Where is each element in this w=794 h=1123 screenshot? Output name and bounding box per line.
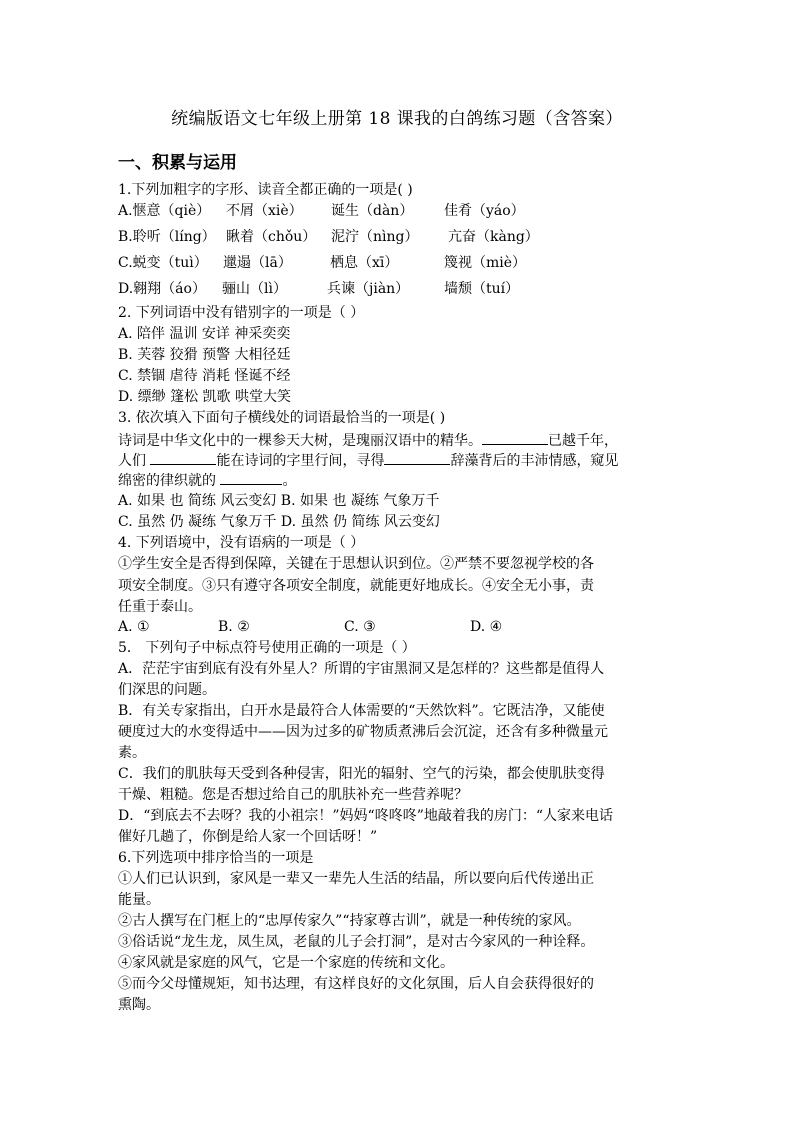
q1-option-d-word-1: D.翱翔（áo）: [118, 281, 206, 297]
q3-passage-text: 绵密的律织就的: [118, 473, 221, 489]
q1-option-c-word-4: 篾视（miè）: [444, 255, 527, 271]
q4-option-b: B. ②: [218, 619, 250, 635]
q1-option-a-word-3: 诞生（dàn）: [331, 203, 414, 219]
q1-option-b-word-2: 瞅着（chǒu）: [226, 229, 317, 245]
q3-options-row-2: C. 虽然 仍 凝练 气象万千 D. 虽然 仍 简练 风云变幻: [118, 514, 440, 530]
q4-option-c: C. ③: [344, 619, 376, 635]
blank-line: [150, 449, 216, 465]
q5-option-a-line-2: 们深思的问题。: [118, 682, 216, 698]
q3-passage-text: 人们: [118, 453, 151, 469]
q1-option-b-word-3: 泥泞（nìng）: [331, 229, 419, 245]
q1-option-c-word-3: 栖息（xī）: [330, 255, 399, 271]
q3-passage-text: 能在诗词的字里行间，寻得: [216, 453, 385, 469]
q6-item-1-line-1: ①人们已认识到，家风是一辈又一辈先人生活的结晶，所以要向后代传递出正: [118, 871, 594, 887]
q6-item-5-line-2: 熏陶。: [118, 997, 160, 1013]
q2-option-c: C. 禁锢 虐待 消耗 怪诞不经: [118, 368, 291, 384]
q1-option-a-word-4: 佳肴（yáo）: [444, 203, 525, 219]
q1-option-c-word-2: 邋遢（lā）: [223, 255, 292, 271]
q6-item-2: ②古人撰写在门框上的“忠厚传家久”“持家尊古训”，就是一种传统的家风。: [118, 913, 581, 929]
q3-stem: 3. 依次填入下面句子横线处的词语最恰当的一项是( ): [118, 410, 446, 426]
q2-option-a: A. 陪伴 温训 安详 神采奕奕: [118, 326, 291, 342]
q3-passage-text: 辞藻背后的丰沛情感，窥见: [450, 453, 619, 469]
q2-stem: 2. 下列词语中没有错别字的一项是（ ）: [118, 305, 365, 321]
q1-option-d-word-4: 墙颓（tuí）: [444, 281, 520, 297]
q6-item-5-line-1: ⑤而今父母懂规矩，知书达理，有这样良好的文化氛围，后人自会获得很好的: [118, 976, 594, 992]
q3-passage-line-3: [118, 469, 296, 491]
q4-stem: 4. 下列语境中，没有语病的一项是（ ）: [118, 535, 365, 551]
q3-passage-line-1: [118, 429, 618, 451]
q4-text-line-2: 项安全制度。③只有遵守各项安全制度，就能更好地成长。④安全无小事，责: [118, 578, 594, 594]
section-heading: 一、积累与运用: [118, 153, 237, 173]
q3-passage-text: 诗词是中华文化中的一棵参天大树，是瑰丽汉语中的精华。: [118, 433, 482, 449]
blank-line: [384, 449, 450, 465]
q4-option-d: D. ④: [470, 619, 503, 635]
q6-item-4: ④家风就是家庭的风气，它是一个家庭的传统和文化。: [118, 955, 454, 971]
q5-option-c-line-2: 干燥、粗糙。您是否想过给自己的肌肤补充一些营养呢？: [118, 787, 468, 803]
blank-line: [220, 469, 282, 485]
q5-option-d-line-1: D．“到底去不去呀？我的小祖宗！”妈妈“咚咚咚”地敲着我的房门：“人家来电话: [118, 808, 614, 824]
q1-option-c-word-1: C.蜕变（tuì）: [118, 255, 208, 271]
q2-option-d: D. 缥缈 篷松 凯歌 哄堂大笑: [118, 389, 291, 405]
q2-option-b: B. 芙蓉 狡猾 预警 大相径廷: [118, 347, 291, 363]
q5-stem: 5． 下列句子中标点符号使用正确的一项是（ ）: [118, 640, 416, 656]
q3-options-row-1: A. 如果 也 简练 风云变幻 B. 如果 也 凝练 气象万千: [118, 493, 440, 509]
q4-option-a: A. ①: [118, 619, 150, 635]
q6-item-1-line-2: 能量。: [118, 892, 160, 908]
q1-option-b-word-4: 亢奋（kàng）: [448, 229, 539, 245]
q6-item-3: ③俗话说“龙生龙，凤生凤，老鼠的儿子会打洞”，是对古今家风的一种诠释。: [118, 934, 595, 950]
q4-text-line-3: 任重于泰山。: [118, 599, 202, 615]
q6-stem: 6.下列选项中排序恰当的一项是: [118, 850, 314, 866]
q1-option-b-word-1: B.聆听（líng）: [118, 229, 216, 245]
q3-passage-line-2: [118, 449, 618, 471]
q5-option-d-line-2: 催好几趟了，你倒是给人家一个回话呀！”: [118, 829, 378, 845]
q1-option-d-word-2: 骊山（lì）: [222, 281, 287, 297]
q5-option-c-line-1: C．我们的肌肤每天受到各种侵害，阳光的辐射、空气的污染，都会使肌肤变得: [118, 766, 605, 782]
q5-option-b-line-1: B．有关专家指出，白开水是最符合人体需要的“天然饮料”。它既洁净，又能使: [118, 703, 605, 719]
q4-text-line-1: ①学生安全是否得到保障，关键在于思想认识到位。②严禁不要忽视学校的各: [118, 556, 594, 572]
q5-option-b-line-3: 素。: [118, 745, 146, 761]
q1-stem: 1.下列加粗字的字形、读音全都正确的一项是( ): [118, 182, 413, 198]
q5-option-a-line-1: A．茫茫宇宙到底有没有外星人？所谓的宇宙黑洞又是怎样的？这些都是值得人: [118, 661, 605, 677]
q1-option-a-word-2: 不屑（xiè）: [226, 203, 303, 219]
q3-passage-text: 。: [282, 473, 297, 489]
q1-option-d-word-3: 兵谏（jiàn）: [327, 281, 410, 297]
q1-option-a-word-1: A.惬意（qiè）: [118, 203, 211, 219]
blank-line: [482, 429, 548, 445]
q3-passage-text: 已越千年，: [548, 433, 618, 449]
q5-option-b-line-2: 硬度过大的水变得适中——因为过多的矿物质煮沸后会沉淀，还含有多种微量元: [118, 724, 608, 740]
page-title: 统编版语文七年级上册第 18 课我的白鸽练习题（含答案）: [171, 109, 623, 129]
